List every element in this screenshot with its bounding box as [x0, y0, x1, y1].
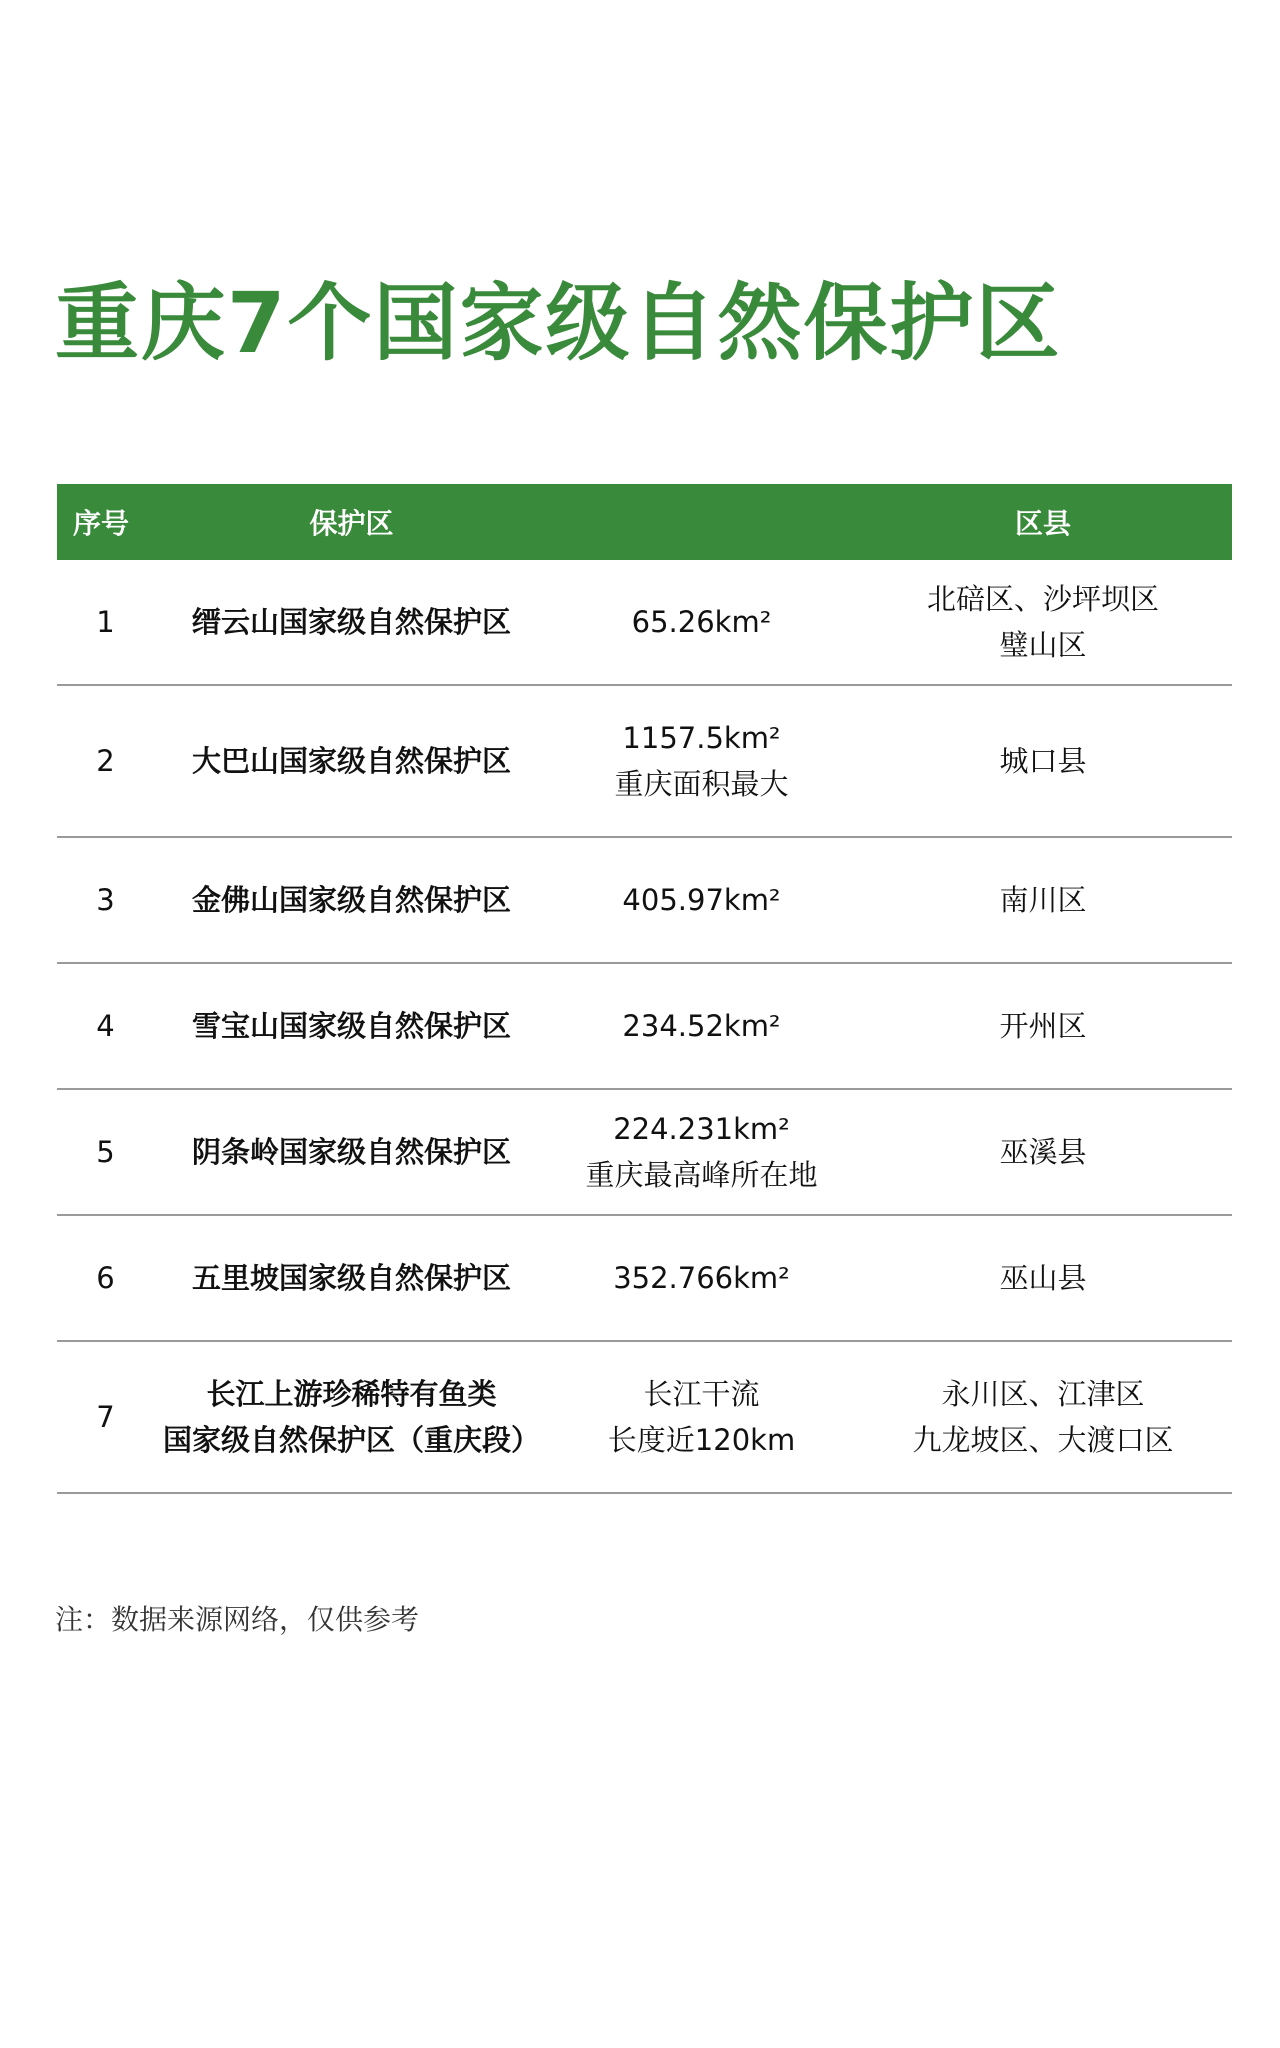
cell-name — [154, 1255, 549, 1301]
cell-area-line: 重庆最高峰所在地 — [585, 1158, 818, 1192]
table-header — [57, 484, 1232, 560]
cell-area — [549, 1003, 854, 1049]
cell-county — [854, 1371, 1232, 1463]
cell-area — [549, 1106, 854, 1198]
cell-no: 6 — [96, 1261, 115, 1295]
cell-county — [854, 1003, 1232, 1049]
cell-name — [154, 1129, 549, 1175]
cell-area-line: 405.97km² — [622, 883, 781, 917]
cell-county-line: 璧山区 — [999, 628, 1087, 662]
table-row — [57, 964, 1232, 1090]
cell-name — [154, 738, 549, 784]
cell-county-line: 巫山县 — [999, 1261, 1087, 1295]
table-row — [57, 686, 1232, 838]
page-title: 重庆7个国家级自然保护区 — [55, 274, 1062, 372]
cell-no: 2 — [96, 744, 115, 778]
table-row — [57, 838, 1232, 964]
header-county: 区县 — [1014, 507, 1071, 540]
cell-name-line: 长江上游珍稀特有鱼类 — [206, 1377, 497, 1411]
cell-county-line: 开州区 — [999, 1009, 1087, 1043]
cell-area-line: 224.231km² — [613, 1112, 790, 1146]
cell-county — [854, 1255, 1232, 1301]
cell-name-line: 五里坡国家级自然保护区 — [191, 1261, 511, 1295]
header-name: 保护区 — [309, 507, 394, 540]
cell-area — [549, 599, 854, 645]
cell-county — [854, 738, 1232, 784]
footnote: 注：数据来源网络，仅供参考 — [55, 1603, 420, 1636]
cell-no: 1 — [96, 605, 115, 639]
table-row — [57, 1090, 1232, 1216]
cell-county-line: 永川区、江津区 — [941, 1377, 1145, 1411]
cell-county — [854, 877, 1232, 923]
cell-county-line: 城口县 — [999, 744, 1087, 778]
cell-county-line: 九龙坡区、大渡口区 — [912, 1423, 1174, 1457]
cell-area-line: 65.26km² — [631, 605, 772, 639]
cell-no: 7 — [96, 1400, 115, 1434]
cell-name-line: 阴条岭国家级自然保护区 — [191, 1135, 511, 1169]
table-row — [57, 1216, 1232, 1342]
cell-county-line: 北碚区、沙坪坝区 — [926, 582, 1159, 616]
cell-name-line: 大巴山国家级自然保护区 — [191, 744, 511, 778]
cell-no: 3 — [96, 883, 115, 917]
cell-area — [549, 877, 854, 923]
cell-area — [549, 1371, 854, 1463]
cell-name — [154, 1003, 549, 1049]
cell-name-line: 国家级自然保护区（重庆段） — [162, 1423, 540, 1457]
cell-name — [154, 877, 549, 923]
table-body — [57, 560, 1232, 1494]
cell-name-line: 雪宝山国家级自然保护区 — [191, 1009, 511, 1043]
reserves-table — [57, 484, 1232, 1494]
header-no: 序号 — [73, 507, 130, 540]
cell-area — [549, 715, 854, 807]
cell-area-line: 352.766km² — [613, 1261, 790, 1295]
cell-area-line: 1157.5km² — [622, 721, 781, 755]
cell-no: 4 — [96, 1009, 115, 1043]
cell-name-line: 缙云山国家级自然保护区 — [191, 605, 511, 639]
cell-area-line: 重庆面积最大 — [614, 767, 789, 801]
cell-no: 5 — [96, 1135, 115, 1169]
cell-county-line: 巫溪县 — [999, 1135, 1087, 1169]
cell-area-line: 234.52km² — [622, 1009, 781, 1043]
cell-name — [154, 1371, 549, 1463]
cell-name-line: 金佛山国家级自然保护区 — [191, 883, 511, 917]
cell-area — [549, 1255, 854, 1301]
cell-name — [154, 599, 549, 645]
cell-area-line: 长江干流 — [643, 1377, 760, 1411]
cell-area-line: 长度近120km — [607, 1423, 796, 1457]
cell-county — [854, 576, 1232, 668]
table-row — [57, 560, 1232, 686]
table-row — [57, 1342, 1232, 1494]
cell-county-line: 南川区 — [999, 883, 1087, 917]
cell-county — [854, 1129, 1232, 1175]
